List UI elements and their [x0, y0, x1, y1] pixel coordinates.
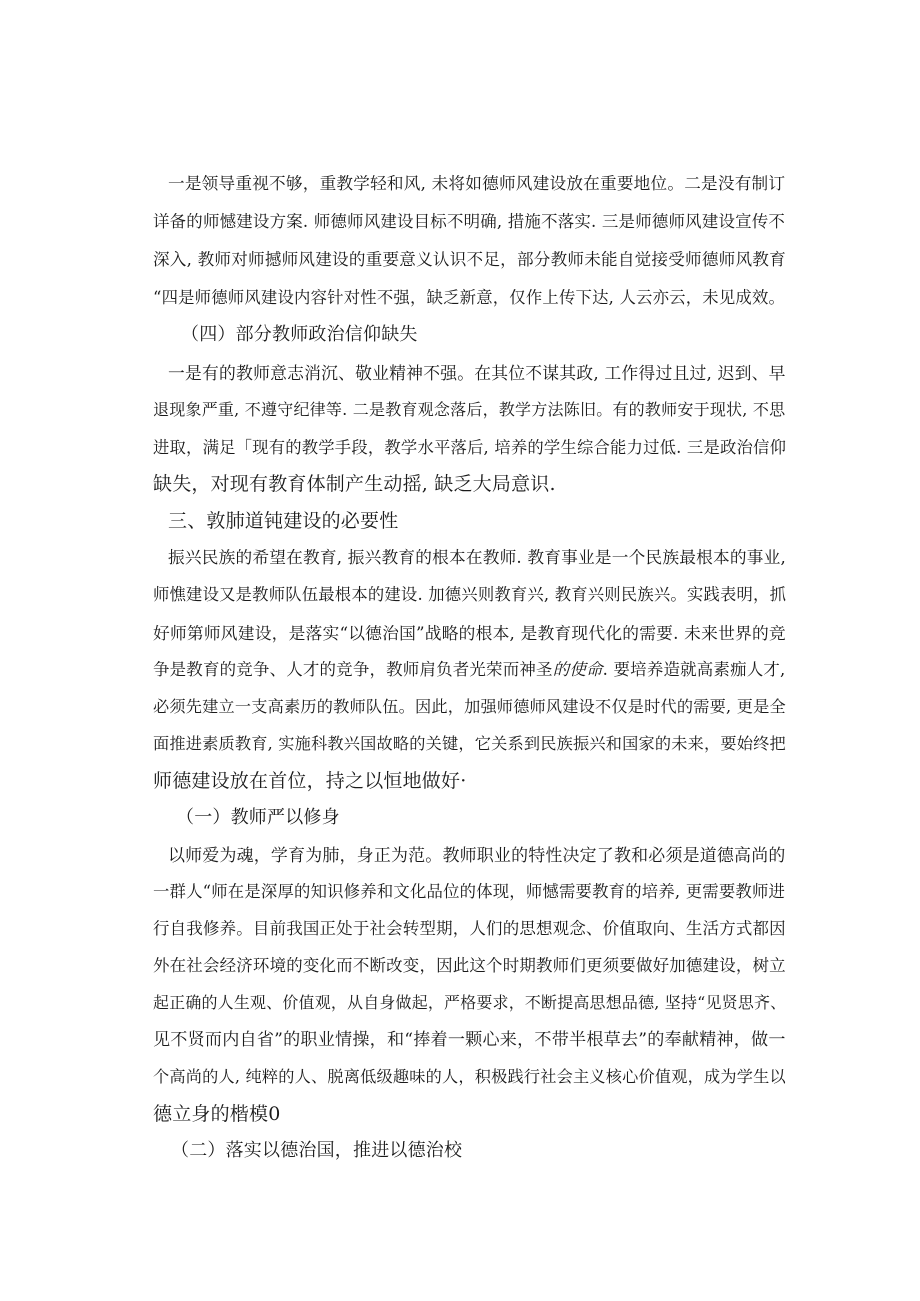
text-line: 振兴民族的希望在教育, 振兴教育的根本在教师. 教育事业是一个民族最根本的事业,	[168, 548, 787, 567]
text-line: 详备的师憾建设方案. 师德师风建设目标不明确, 措施不落实. 三是师德师风建设宣传不	[153, 212, 786, 231]
text-line: 见不贤而内自省”的职业情操，和“捧着一颗心来，不带半根草去”的奉献精神，做一	[153, 1030, 786, 1050]
text-line: 退现象严重, 不遵守纪律等. 二是教育观念落后，教学方法陈旧。有的教师安于现状, 不思	[153, 400, 786, 419]
text-line: 德立身的楷模0	[153, 1103, 281, 1125]
text-line: 起正确的人生观、价值观，从自身做起，严格要求，不断提高思想品德, 坚持“见贤思齐、	[153, 993, 787, 1012]
section-heading: 三、敦肺道钝建设的必要性	[168, 510, 399, 532]
section-subheading: （一）教师严以修身	[176, 807, 340, 828]
text-line: 一是领导重视不够，重教学轻和风, 未将如德师风建设放在重要地位。二是没有制订	[168, 174, 786, 193]
text-line: 外在社会经济环境的变化而不断改变，因此这个时期教师们更须要做好加德建设，树立	[153, 956, 786, 975]
text-line: 师德建设放在首位，持之以恒地做好·	[153, 770, 467, 792]
text-span: . 要培养造就高素痂人才,	[602, 660, 786, 679]
text-line: 深入, 教师对师撼师风建设的重要意义认识不足，部分教师未能自觉接受师德师风教育	[153, 250, 786, 269]
text-span: 争是教育的竞争、人才的竞争，教师肩负者光荣而神圣	[153, 660, 553, 679]
section-subheading: （二）落实以德治国，推进以德治校	[171, 1140, 463, 1161]
text-line: 缺失，对现有教育体制产生动摇, 缺乏大局意识.	[153, 473, 556, 495]
italic-phrase: 的使命	[552, 660, 603, 679]
text-line: “四是师德师风建设内容针对性不强，缺乏新意，仅作上传下达, 人云亦云，未见成效。	[153, 288, 786, 307]
text-line	[153, 657, 785, 683]
text-line: 进取，满足「现有的教学手段，教学水平落后, 培养的学生综合能力过低. 三是政治信仰	[153, 438, 787, 457]
text-line: 必须先建立一支高素历的教师队伍。因此，加强师德师风建设不仅是时代的需要, 更是全	[153, 697, 786, 716]
text-line: 一是有的教师意志消沉、敬业精神不强。在其位不谋其政, 工作得过且过, 迟到、早	[168, 363, 786, 383]
text-line: 以师爱为魂，学育为肺，身正为范。教师职业的特性决定了教和必须是道德高尚的	[168, 845, 786, 865]
section-subheading: （四）部分教师政治信仰缺失	[181, 324, 418, 345]
text-line: 行自我修养。目前我国正处于社会转型期，人们的思想观念、价值取向、生活方式都因	[153, 919, 786, 938]
text-line: 面推进素质教育, 实施科教兴国故略的关键，它关系到民族振兴和国家的未来，要始终把	[153, 734, 786, 753]
text-line: 师憔建设又是教师队伍最根本的建设. 加德兴则教育兴, 教育兴则民族兴。实践表明，抓	[153, 585, 787, 604]
text-line: 个高尚的人, 纯粹的人、脱离低级趣味的人，积极践行社会主义核心价值观，成为学生以	[153, 1067, 786, 1086]
text-line: 好师第师风建设，是落实“以德治国”战略的根本, 是教育现代化的需要. 未来世界的竞	[153, 623, 786, 643]
text-line: 一群人“师在是深厚的知识修养和文化品位的体现，师憾需要教育的培养, 更需要教师进	[153, 882, 786, 901]
